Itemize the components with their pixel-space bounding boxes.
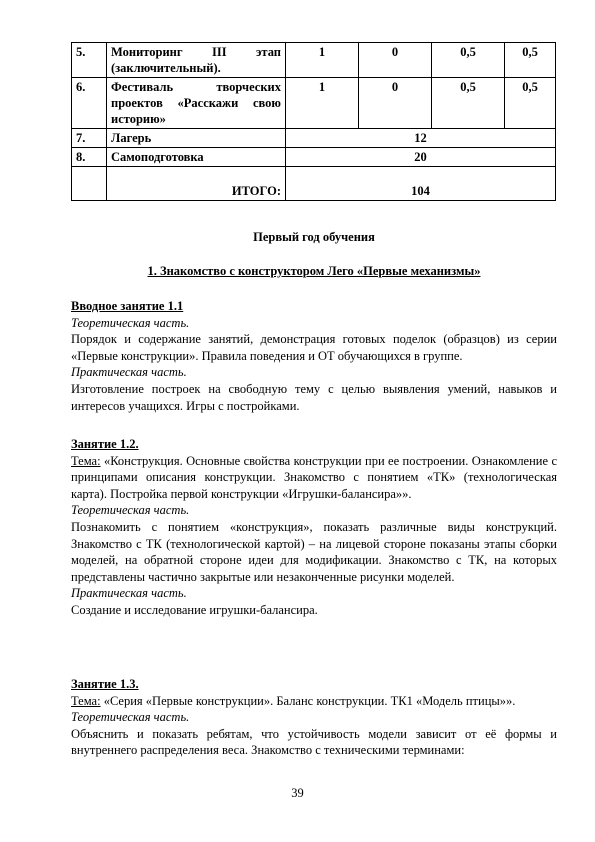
topic-text: «Серия «Первые конструкции». Баланс конструкции. ТК1 «Модель птицы»». (100, 693, 516, 708)
practice-label: Практическая часть. (71, 586, 187, 601)
row-hours-merged: 12 (286, 129, 556, 148)
practice-text: Изготовление построек на свободную тему с целью выявления умений, навыков и интересов учащихся. Игры с постройками. (71, 381, 557, 413)
row-hours-merged: 20 (286, 148, 556, 167)
page-number: 39 (291, 786, 304, 800)
row-hours-control: 0,5 (505, 78, 556, 129)
topic-label: Тема: (71, 693, 101, 708)
total-label: ИТОГО: (107, 167, 286, 201)
row-hours-total: 1 (286, 78, 359, 129)
table-row (72, 148, 556, 167)
total-row (72, 167, 556, 201)
table-row (72, 43, 556, 78)
row-number: 5. (72, 43, 107, 78)
topic-paragraph (71, 693, 557, 710)
theory-text: Познакомить с понятием «конструкция», показать различные виды конструкций. Знакомство с ТК (технологической картой) – на лицевой стороне показаны этапы сборки моделей, на обратной стороне идеи для модификации. Знакомство с ТК, на которых представлены частично закрытые или незаконченные рисунки моделей. (71, 519, 557, 584)
row-hours-practice: 0,5 (432, 78, 505, 129)
topic-label: Тема: (71, 453, 101, 468)
theory-label: Теоретическая часть. (71, 503, 190, 518)
lesson-1-block (71, 298, 557, 414)
row-number: 8. (72, 148, 107, 167)
section-heading: 1. Знакомство с конструктором Лего «Первые механизмы» (147, 264, 481, 278)
row-hours-theory: 0 (359, 43, 432, 78)
practice-label: Практическая часть. (71, 365, 187, 380)
total-empty-cell (72, 167, 107, 201)
lesson-title: Занятие 1.3. (71, 677, 139, 691)
row-hours-practice: 0,5 (432, 43, 505, 78)
topic-paragraph (71, 453, 557, 503)
topic-text: «Конструкция. Основные свойства конструкции при ее построении. Ознакомление с принципами описания конструкции. Знакомство с понятием «ТК» (технологическая карта). Постройка первой конструкции «Игрушки-балансира»». (71, 453, 557, 501)
row-number: 7. (72, 129, 107, 148)
table-row (72, 129, 556, 148)
practice-text: Создание и исследование игрушки-балансира. (71, 602, 318, 617)
theory-text: Порядок и содержание занятий, демонстрация готовых поделок (образцов) из серии «Первые конструкции». Правила поведения и ОТ обучающихся в группе. (71, 332, 557, 363)
table-row (72, 78, 556, 129)
theory-text: Объяснить и показать ребятам, что устойчивость модели зависит от её формы и внутреннего распределения веса. Знакомство с техническими терминами: (71, 726, 557, 758)
row-name: Самоподготовка (107, 148, 286, 167)
row-name: Лагерь (107, 129, 286, 148)
row-hours-control: 0,5 (505, 43, 556, 78)
row-number: 6. (72, 78, 107, 129)
lesson-2-block (71, 436, 557, 619)
row-name: Мониторинг III этап (заключительный). (107, 43, 286, 78)
theory-label: Теоретическая часть. (71, 315, 190, 330)
row-hours-total: 1 (286, 43, 359, 78)
total-value: 104 (286, 167, 556, 201)
lesson-3-block (71, 676, 557, 759)
lesson-title: Вводное занятие 1.1 (71, 299, 184, 313)
row-hours-theory: 0 (359, 78, 432, 129)
lesson-title: Занятие 1.2. (71, 437, 139, 451)
curriculum-table (71, 42, 556, 201)
row-name: Фестиваль творческих проектов «Расскажи свою историю» (107, 78, 286, 129)
year-heading: Первый год обучения (253, 230, 375, 244)
theory-label: Теоретическая часть. (71, 710, 190, 725)
